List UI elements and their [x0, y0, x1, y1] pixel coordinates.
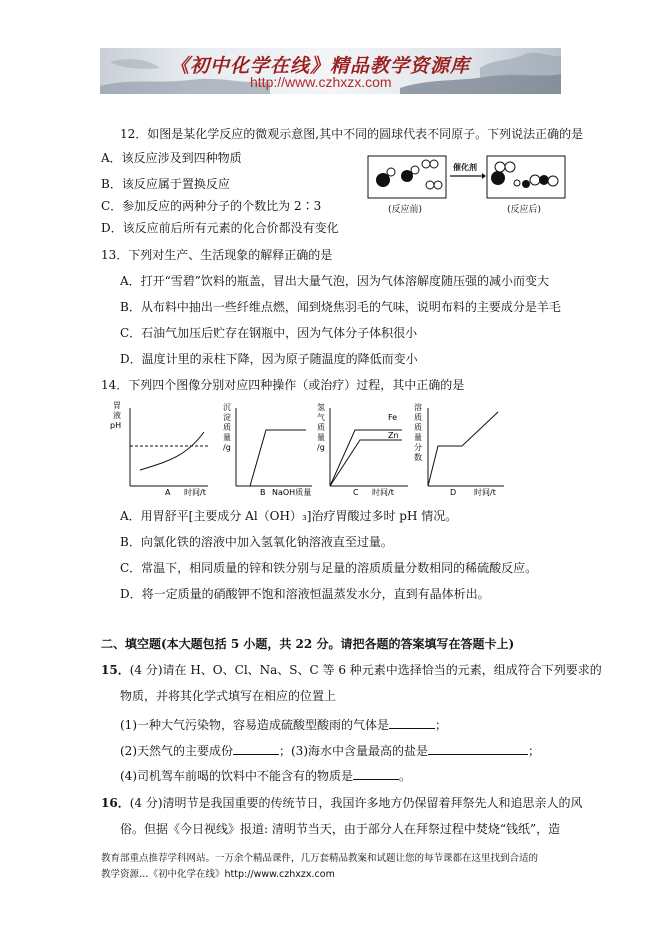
q15-item4-text: (4)司机驾车前喝的饮料中不能含有的物质是 [120, 769, 353, 783]
q15-line2: 物质，并将其化学式填写在相应的位置上 [120, 689, 337, 703]
q14-option-c: C．常温下，相同质量的锌和铁分别与足量的溶质质量分数相同的稀硫酸反应。 [120, 561, 538, 575]
graph-c-xlabel: 时间/t [372, 488, 394, 497]
graph-d-ylabel-0: 溶 [414, 403, 422, 412]
after-label: (反应后) [507, 205, 542, 215]
q14-option-a: A．用胃舒平[主要成分 Al（OH）₃]治疗胃酸过多时 pH 情况。 [120, 509, 458, 523]
graph-c-ylabel-0: 氢 [317, 403, 325, 412]
graph-b-xlabel: NaOH质量 [272, 488, 312, 497]
graph-d-ylabel-3: 量 [414, 433, 422, 442]
graph-a-xlabel: 时间/t [184, 488, 206, 497]
catalyst-label: 催化剂 [453, 163, 477, 172]
q14-option-b: B．向氯化铁的溶液中加入氢氧化钠溶液直至过量。 [120, 535, 393, 549]
q13-option-d: D．温度计里的汞柱下降，因为原子随温度的降低而变小 [120, 352, 418, 366]
q16-number: 16． [101, 796, 130, 810]
banner-title: 《初中化学在线》精品教学资源库 [170, 55, 471, 77]
q12-option-b: B．该反应属于置换反应 [101, 177, 230, 191]
graph-d-line [428, 412, 498, 486]
q15-item2-mid: ；(3)海水中含量最高的盐是 [279, 744, 428, 758]
before-label: (反应前) [388, 205, 423, 215]
graph-c-letter: C [353, 488, 359, 497]
graph-a-curve [140, 432, 204, 470]
graph-b-ylabel-0: 沉 [223, 403, 231, 412]
q15-number: 15． [101, 663, 130, 677]
q15-item1-text: (1)一种大气污染物，容易造成硫酸型酸雨的气体是 [120, 718, 389, 732]
q15-item2-end: ； [528, 744, 541, 758]
q14-stem: 14．下列四个图像分别对应四种操作（或治疗）过程，其中正确的是 [101, 378, 465, 392]
q12-reaction-diagram [360, 150, 572, 220]
graph-c-ylabel-1: 气 [317, 413, 325, 422]
q12-stem: 12．如图是某化学反应的微观示意图,其中不同的圆球代表不同原子。下列说法正确的是 [120, 127, 584, 141]
q15-item2 [120, 742, 540, 759]
q15-line1 [101, 662, 602, 678]
section2-heading: 二、填空题(本大题包括 5 小题，共 22 分。请把各题的答案填写在答题卡上) [101, 637, 515, 651]
graph-c-ylabel-2: 质 [317, 423, 325, 432]
graph-a-ylabel-1: 液 [113, 411, 121, 420]
graph-d-ylabel-5: 数 [414, 453, 422, 462]
q15-item1 [120, 716, 447, 733]
graph-d-xlabel: 时间/t [474, 488, 496, 497]
q12-option-c: C．参加反应的两种分子的个数比为 2∶3 [101, 199, 322, 213]
q16-line1 [101, 795, 583, 811]
q16-text1: (4 分)清明节是我国重要的传统节日，我国许多地方仍保留着拜祭先人和追思亲人的风 [129, 796, 583, 810]
graph-a-ylabel-0: 胃 [113, 401, 121, 410]
q15-item4 [120, 767, 411, 784]
graph-c [317, 402, 408, 497]
graph-a-ylabel-2: pH [110, 421, 122, 430]
q15-answer-3-blank[interactable] [428, 742, 528, 755]
graph-c-ylabel-4: /g [317, 443, 325, 452]
q15-text1: (4 分)请在 H、O、Cl、Na、S、C 等 6 种元素中选择恰当的元素，组成符合下列要求的 [129, 663, 602, 677]
graph-a-letter: A [165, 488, 171, 497]
q15-answer-1-blank[interactable] [389, 716, 435, 729]
q15-answer-4-blank[interactable] [353, 767, 399, 780]
q15-item1-end: ； [435, 718, 448, 732]
q13-stem: 13．下列对生产、生活现象的解释正确的是 [101, 248, 333, 262]
header-banner [100, 48, 561, 94]
graph-c-fe-label: Fe [388, 413, 398, 422]
graph-b-ylabel-4: /g [223, 443, 231, 452]
q12-option-d: D．该反应前后所有元素的化合价都没有变化 [101, 221, 339, 235]
graph-b [223, 403, 312, 497]
q14-graphs [110, 400, 510, 500]
graph-b-ylabel-3: 量 [223, 433, 231, 442]
q13-option-a: A．打开“雪碧”饮料的瓶盖，冒出大量气泡，因为气体溶解度随压强的减小而变大 [120, 274, 549, 288]
graph-c-ylabel-3: 量 [317, 433, 325, 442]
graph-b-letter: B [260, 488, 266, 497]
graph-b-ylabel-2: 质 [223, 423, 231, 432]
q14-option-d: D．将一定质量的硝酸钾不饱和溶液恒温蒸发水分，直到有晶体析出。 [120, 587, 490, 601]
q12-option-a: A．该反应涉及到四种物质 [101, 151, 242, 165]
graph-b-ylabel-1: 淀 [223, 413, 231, 422]
q15-item2-text: (2)天然气的主要成份 [120, 744, 233, 758]
graph-d-ylabel-1: 质 [414, 413, 422, 422]
graph-a [110, 401, 208, 497]
q13-option-b: B．从布料中抽出一些纤维点燃，闻到烧焦羽毛的气味，说明布料的主要成分是羊毛 [120, 300, 561, 314]
q13-option-c: C．石油气加压后贮存在钢瓶中，因为气体分子体积很小 [120, 326, 418, 340]
q15-item4-end: 。 [399, 769, 412, 783]
graph-c-zn-label: Zn [388, 431, 399, 440]
graph-d-ylabel-2: 质 [414, 423, 422, 432]
footer-line1: 教育部重点推荐学科网站。一万余个精品课件，几万套精品教案和试题让您的每节课都在这里找到合适的 [101, 853, 539, 864]
graph-b-line [250, 430, 306, 486]
graph-d-letter: D [450, 488, 457, 497]
q15-answer-2-blank[interactable] [233, 742, 279, 755]
banner-url[interactable]: http://www.czhxzx.com [250, 74, 392, 90]
footer-line2[interactable]: 教学资源…《初中化学在线》http://www.czhxzx.com [101, 869, 335, 880]
graph-d [414, 402, 504, 497]
graph-d-ylabel-4: 分 [414, 443, 422, 452]
q16-line2: 俗。但据《今日视线》报道: 清明节当天，由于部分人在拜祭过程中焚烧“钱纸”，造 [120, 822, 561, 836]
